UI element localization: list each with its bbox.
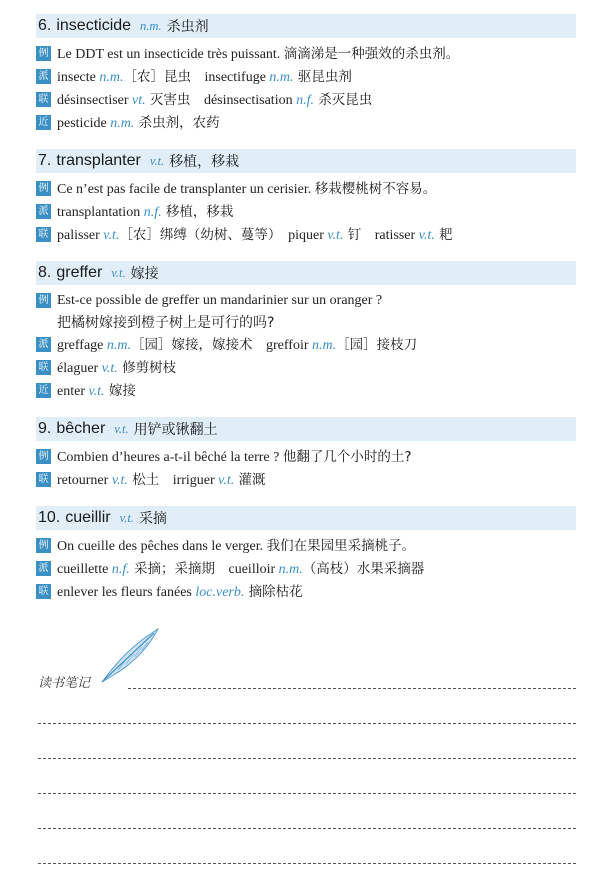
entry-header (36, 506, 576, 530)
reading-notes-section (0, 620, 612, 880)
entry-header (36, 261, 576, 285)
french-text: On cueille des pêches dans le verger. (57, 539, 267, 554)
french-text: Le DDT est un insecticide très puissant. (57, 47, 284, 62)
part-of-speech: n.f. (296, 93, 314, 108)
entry-pos: v.t. (114, 421, 129, 436)
derived-tag: 派 (36, 337, 51, 352)
synonym-tag: 近 (36, 383, 51, 398)
part-of-speech: v.t. (101, 361, 118, 376)
entry-line (36, 469, 576, 492)
entry-line (36, 112, 576, 135)
chinese-text: 他翻了几个小时的土? (282, 449, 412, 465)
entry-pos: v.t. (119, 510, 134, 525)
french-text: pesticide (57, 116, 111, 131)
entry-line (36, 43, 576, 66)
entry-word: cueillir (65, 509, 111, 526)
part-of-speech: vt. (132, 93, 146, 108)
chinese-text: 耙 (434, 227, 453, 243)
entry-line (36, 89, 576, 112)
french-text: désinsectisation (203, 93, 297, 108)
entry-pos: n.m. (140, 18, 162, 33)
french-text: insectifuge (204, 70, 270, 85)
chinese-text: 灭害虫 (145, 92, 204, 108)
part-of-speech: n.m. (99, 70, 124, 85)
entry-number: 6. (38, 17, 52, 34)
french-text: transplantation (57, 205, 144, 220)
part-of-speech: n.m. (269, 70, 294, 85)
entry-meaning: 采摘 (138, 511, 167, 527)
related-tag: 联 (36, 472, 51, 487)
part-of-speech: n.m. (110, 116, 135, 131)
entry-line (36, 558, 576, 581)
example-tag: 例 (36, 46, 51, 61)
french-text: cueillette (57, 562, 112, 577)
french-text: greffoir (266, 338, 312, 353)
note-line (38, 723, 576, 724)
chinese-text: 嫁接 (104, 383, 136, 399)
entry-line (36, 66, 576, 89)
part-of-speech: v.t. (327, 228, 344, 243)
entry-number: 9. (38, 420, 52, 437)
chinese-text: ［园］嫁接，嫁接术 (131, 337, 266, 353)
entry-line (36, 290, 576, 312)
derived-tag: 派 (36, 204, 51, 219)
entry-line (36, 535, 576, 558)
chinese-text: 驱昆虫剂 (293, 69, 352, 85)
french-text: Ce n’est pas facile de transplanter un cerisier. (57, 182, 315, 197)
entry-line (36, 224, 576, 247)
related-tag: 联 (36, 360, 51, 375)
entry-line (36, 581, 576, 604)
synonym-tag: 近 (36, 115, 51, 130)
vocab-entry (36, 506, 576, 604)
chinese-text: 松土 (127, 472, 173, 488)
note-line (38, 863, 576, 864)
example-tag: 例 (36, 181, 51, 196)
french-text: enlever les fleurs fanées (57, 585, 196, 600)
vocabulary-list (36, 14, 576, 618)
entry-number: 8. (38, 264, 52, 281)
note-line (128, 688, 576, 689)
note-line (38, 758, 576, 759)
part-of-speech: v.t. (418, 228, 435, 243)
french-text: insecte (57, 70, 100, 85)
chinese-text: 采摘；采摘期 (129, 561, 229, 577)
entry-line (36, 380, 576, 403)
note-line (38, 793, 576, 794)
entry-word: bêcher (56, 420, 106, 437)
chinese-text: 杀虫剂，农药 (134, 115, 220, 131)
entry-header (36, 14, 576, 38)
entry-meaning: 移植，移栽 (169, 154, 240, 170)
french-text: irriguer (172, 473, 219, 488)
chinese-text: ［园］接枝刀 (336, 337, 418, 353)
entry-meaning: 用铲或锹翻土 (133, 422, 218, 438)
related-tag: 联 (36, 92, 51, 107)
entry-number: 10. (38, 509, 61, 526)
chinese-text: ［农］绑缚（幼树、蔓等） (119, 227, 289, 243)
chinese-text: 修剪树枝 (117, 360, 177, 376)
derived-tag: 派 (36, 561, 51, 576)
entry-header (36, 149, 576, 173)
chinese-text: 灌溉 (234, 472, 266, 488)
entry-line (36, 446, 576, 469)
example-tag: 例 (36, 538, 51, 553)
chinese-text: （高枝）水果采摘器 (302, 561, 425, 577)
french-text: retourner (57, 473, 112, 488)
note-line (38, 828, 576, 829)
part-of-speech: v.t. (218, 473, 235, 488)
translation-line: 把橘树嫁接到橙子树上是可行的吗? (57, 315, 275, 331)
vocab-entry (36, 261, 576, 403)
part-of-speech: n.f. (143, 205, 162, 220)
entry-line (36, 178, 576, 201)
vocab-entry (36, 417, 576, 492)
entry-word: transplanter (56, 152, 141, 169)
part-of-speech: n.m. (312, 338, 337, 353)
entry-pos: v.t. (111, 265, 126, 280)
entry-number: 7. (38, 152, 52, 169)
part-of-speech: n.f. (111, 562, 130, 577)
example-tag: 例 (36, 293, 51, 308)
french-text: ratisser (374, 228, 419, 243)
related-tag: 联 (36, 227, 51, 242)
french-text: palisser (57, 228, 104, 243)
french-text: Combien d’heures a-t-il bêché la terre ? (57, 450, 283, 465)
entry-pos: v.t. (149, 153, 165, 168)
entry-meaning: 嫁接 (130, 266, 159, 282)
french-text: élaguer (57, 361, 102, 376)
french-text: enter (57, 384, 89, 399)
example-tag: 例 (36, 449, 51, 464)
part-of-speech: n.m. (106, 338, 131, 353)
vocab-entry (36, 14, 576, 135)
chinese-text: 杀灭昆虫 (313, 92, 373, 108)
chinese-text: 移栽樱桃树不容易。 (314, 181, 437, 197)
entry-header (36, 417, 576, 441)
chinese-text: 滴滴涕是一种强效的杀虫剂。 (283, 46, 460, 62)
part-of-speech: loc.verb. (195, 585, 245, 600)
chinese-text: 钉 (343, 227, 375, 243)
notes-label: 读书笔记 (38, 676, 91, 691)
french-text: piquer (288, 228, 328, 243)
derived-tag: 派 (36, 69, 51, 84)
french-text: Est-ce possible de greffer un mandarinier sur un oranger ? (57, 293, 383, 308)
entry-meaning: 杀虫剂 (166, 19, 209, 35)
french-text: désinsectiser (57, 93, 133, 108)
chinese-text: ［农］昆虫 (123, 69, 205, 85)
part-of-speech: v.t. (103, 228, 120, 243)
entry-word: greffer (56, 264, 103, 281)
part-of-speech: n.m. (278, 562, 303, 577)
entry-line (36, 334, 576, 357)
chinese-text: 移植，移栽 (161, 204, 234, 220)
french-text: cueilloir (228, 562, 279, 577)
chinese-text: 我们在果园里采摘桃子。 (266, 538, 416, 554)
french-text: greffage (57, 338, 107, 353)
chinese-text: 摘除枯花 (244, 584, 303, 600)
entry-line (36, 357, 576, 380)
vocab-entry (36, 149, 576, 247)
part-of-speech: v.t. (88, 384, 105, 399)
part-of-speech: v.t. (111, 473, 128, 488)
entry-word: insecticide (56, 17, 132, 34)
feather-icon (96, 626, 162, 686)
related-tag: 联 (36, 584, 51, 599)
entry-line (36, 201, 576, 224)
